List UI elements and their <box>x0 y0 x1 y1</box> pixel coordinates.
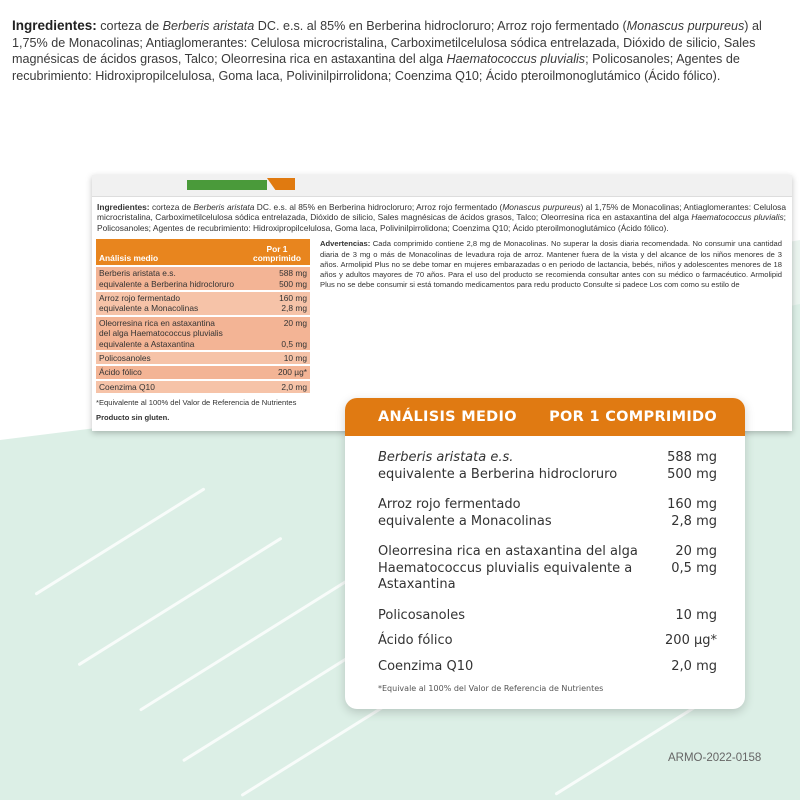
row-value: 200 µg* <box>277 367 307 378</box>
gluten-free-note: Producto sin gluten. <box>96 412 170 422</box>
row-label: Arroz rojo fermentado equivalente a Monacolinas <box>378 497 552 529</box>
text: corteza de <box>149 202 194 212</box>
table-row <box>96 352 310 364</box>
text: Berberis aristata <box>162 19 255 33</box>
warnings-text <box>320 239 782 290</box>
row-label: Oleorresina rica en astaxantina del alga Haematococcus pluvialis equivalente a Astaxantina <box>378 544 638 592</box>
row-value: 10 mg <box>283 353 307 364</box>
card-footnote: *Equivale al 100% del Valor de Referencia de Nutrientes <box>378 684 604 693</box>
text: Cada comprimido contiene 2,8 mg de Monacolinas. No superar la dosis diaria recomendada. No consumir una cantidad diaria de 3 mg o más de Monacolinas de levadura roja de arroz. Mantener fuera de la vista y del alcance de los niños menores de 3 años. Armolipid Plus no se debe tomar en mujeres embarazadas o en periodo de lactancia, bebés, niños y adolescentes menores de 18 años y adultos mayores de 70 años. Para el uso del producto se recomienda consultar antes con su médico o farmacéutico. Armolipid Plus no se debe consumir si está tomando medicamentos para redu producto Consulte si padece Los com como su estilo de <box>320 239 782 290</box>
text: ; Policosanoles; Agentes de recubrimiento: Hidroxipropilcelulosa, Goma laca, Polivinilpirrolidona; Coenzima Q10; Ácido pteroilmonoglutámico (Ácido fólico). <box>12 52 740 83</box>
reference-code: ARMO-2022-0158 <box>668 752 762 764</box>
product-box <box>92 175 792 431</box>
box-top-strip <box>92 175 792 197</box>
card-rows <box>345 436 745 675</box>
row-value: 160 mg 2,8 mg <box>279 293 307 314</box>
box-footnote: *Equivalente al 100% del Valor de Referencia de Nutrientes <box>96 398 297 408</box>
text: equivalente a Berberina hidrocloruro <box>378 466 618 482</box>
row-value: 20 mg 0,5 mg <box>281 317 307 349</box>
text: ; Policosanoles; Agentes de recubrimiento: Hidroxipropilcelulosa, Goma laca, Polivinilpirrolidona; Coenzima Q10; Ácido pteroilmonoglutámico (Ácido fólico). <box>97 212 786 233</box>
box-lower-section <box>92 239 792 423</box>
brand-logo-mark <box>267 178 295 190</box>
table-row <box>96 292 310 315</box>
row-value: 200 µg* <box>665 633 717 648</box>
text: Berberis aristata <box>193 202 255 212</box>
row-label: Berberis aristata e.s. equivalente a Berberina hidrocloruro <box>99 268 235 289</box>
text: Haematococcus pluvialis <box>446 52 586 67</box>
analysis-card <box>345 398 745 709</box>
row-value: 20 mg 0,5 mg <box>671 544 717 576</box>
row-label: Ácido fólico <box>378 633 453 648</box>
card-header <box>345 398 745 436</box>
row-label <box>378 450 617 483</box>
row-value: 10 mg <box>675 607 717 623</box>
header-left: ANÁLISIS MEDIO <box>378 409 517 425</box>
text: DC. e.s. al 85% en Berberina hidrocloruro; Arroz rojo fermentado ( <box>254 202 503 212</box>
header-right: Por 1 comprimido <box>253 244 301 264</box>
analysis-row <box>378 659 717 676</box>
analysis-row <box>378 633 717 650</box>
row-label: Ácido fólico <box>99 367 142 378</box>
row-label: Policosanoles <box>99 353 151 364</box>
analysis-row <box>378 497 717 530</box>
row-value: 588 mg 500 mg <box>667 450 717 482</box>
analysis-row <box>378 450 717 483</box>
row-value: 2,0 mg <box>671 658 717 674</box>
row-label: Policosanoles <box>378 607 465 623</box>
ingredients-text <box>12 18 797 84</box>
text: corteza de <box>96 19 163 33</box>
box-ingredients <box>97 202 786 233</box>
analysis-row <box>378 544 717 594</box>
row-value: 588 mg 500 mg <box>279 268 307 289</box>
ingredients-label: Ingredientes: <box>12 18 97 33</box>
text: DC. e.s. al 85% en Berberina hidrocloruro; Arroz rojo fermentado ( <box>254 19 627 33</box>
header-right: POR 1 COMPRIMIDO <box>549 409 717 425</box>
text: Haematococcus pluvialis <box>691 212 784 223</box>
text: ) al 1,75% de Monacolinas; Antiaglomerantes: Celulosa microcristalina, Carboximetilcelulosa sódica entrelazada, Dióxido de silicio, Sales magnésicas de ácidos grasos, Talco; Oleorresina rica en astaxantina del alga <box>97 202 786 223</box>
table-row <box>96 381 310 393</box>
row-value: 160 mg 2,8 mg <box>667 497 717 529</box>
text: Advertencias: <box>320 239 371 249</box>
row-label: Coenzima Q10 <box>99 381 155 392</box>
box-analysis-table <box>96 239 310 423</box>
table-row <box>96 317 310 350</box>
table-row <box>96 366 310 378</box>
table-header <box>96 239 310 265</box>
row-label: Coenzima Q10 <box>378 658 474 674</box>
header-left: Análisis medio <box>99 252 159 263</box>
table-row <box>96 267 310 290</box>
row-value: 2,0 mg <box>281 381 307 392</box>
analysis-row <box>378 608 717 625</box>
row-label: Arroz rojo fermentado equivalente a Monacolinas <box>99 293 199 314</box>
text: ) al 1,75% de Monacolinas; Antiaglomerantes: Celulosa microcristalina, Carboximetilcelulosa sódica entrelazada, Dióxido de silicio, Sales magnésicas de ácidos grasos, Talco; Oleorresina rica en astaxantina del alga <box>12 19 762 67</box>
text: Berberis aristata e.s. <box>378 450 514 465</box>
row-label: Oleorresina rica en astaxantina del alga Haematococcus pluvialis equivalente a Astaxantina <box>99 317 223 349</box>
text: Monascus purpureus <box>626 19 745 33</box>
text: Monascus purpureus <box>502 202 581 212</box>
text: Ingredientes: <box>97 202 150 212</box>
brand-logo <box>187 180 267 190</box>
